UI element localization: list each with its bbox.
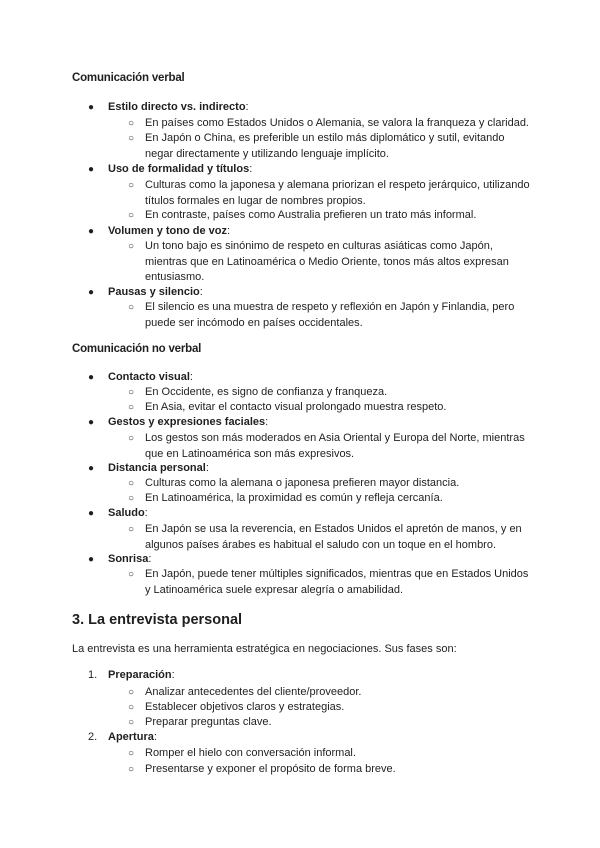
sub-bullet-icon: ○: [128, 569, 135, 580]
sub-bullet-icon: ○: [128, 687, 135, 698]
sub-item-text: En contraste, países como Australia prefieren un trato más informal.: [145, 209, 477, 221]
item-suffix: :: [205, 462, 209, 474]
sub-bullet-icon: ○: [128, 702, 135, 713]
sub-bullet-icon: ○: [128, 387, 135, 398]
sub-bullet-icon: ○: [128, 478, 135, 489]
sub-item-text: Los gestos son más moderados en Asia Oriental y Europa del Norte, mientras que en Latinoamérica son más expresivos.: [145, 432, 525, 460]
sub-item-text: Culturas como la alemana o japonesa prefieren mayor distancia.: [145, 477, 460, 489]
bullet-icon: ●: [88, 287, 95, 298]
item-label: Sonrisa: [108, 553, 149, 565]
bullet-icon: ●: [88, 372, 95, 383]
sub-bullet-icon: ○: [128, 118, 135, 129]
sub-item-text: El silencio es una muestra de respeto y reflexión en Japón y Finlandia, pero puede ser incómodo en países occidentales.: [145, 301, 515, 329]
bullet-icon: ●: [88, 417, 95, 428]
sub-item-text: Romper el hielo con conversación informal.: [145, 747, 356, 759]
bullet-icon: ●: [88, 463, 95, 474]
sub-item-text: En Japón o China, es preferible un estilo más diplomático y sutil, evitando negar directamente y utilizando lenguaje implícito.: [145, 132, 505, 160]
item-label: Preparación: [108, 669, 172, 681]
sub-item-text: Analizar antecedentes del cliente/proveedor.: [145, 686, 362, 698]
section-intro: La entrevista es una herramienta estratégica en negociaciones. Sus fases son:: [72, 643, 457, 655]
item-suffix: :: [189, 371, 193, 383]
bullet-icon: ●: [88, 554, 95, 565]
sub-bullet-icon: ○: [128, 433, 135, 444]
sub-item-text: En Latinoamérica, la proximidad es común y refleja cercanía.: [145, 492, 443, 504]
sub-bullet-icon: ○: [128, 241, 135, 252]
item-suffix: :: [171, 669, 175, 681]
sub-item-text: En Japón, puede tener múltiples significados, mientras que en Estados Unidos y Latinoamérica suele expresar alegría o amabilidad.: [145, 568, 529, 596]
nonverbal-heading: Comunicación no verbal: [72, 343, 202, 355]
item-number: 2.: [88, 731, 98, 743]
item-label: Estilo directo vs. indirecto: [108, 101, 246, 113]
sub-item-text: Presentarse y exponer el propósito de forma breve.: [145, 763, 396, 775]
item-label: Apertura: [108, 731, 154, 743]
sub-bullet-icon: ○: [128, 493, 135, 504]
sub-bullet-icon: ○: [128, 402, 135, 413]
item-suffix: :: [144, 507, 148, 519]
item-suffix: :: [226, 225, 231, 237]
item-suffix: :: [265, 416, 269, 428]
sub-bullet-icon: ○: [128, 524, 135, 535]
item-label: Contacto visual: [108, 371, 190, 383]
item-suffix: :: [249, 163, 253, 175]
sub-item-text: En Occidente, es signo de confianza y franqueza.: [145, 386, 388, 398]
item-suffix: :: [245, 101, 249, 113]
sub-item-text: En Japón se usa la reverencia, en Estados Unidos el apretón de manos, y en algunos países árabes es habitual el saludo con un toque en el hombro.: [145, 523, 522, 551]
bullet-icon: ●: [88, 226, 95, 237]
item-label: Volumen y tono de voz: [108, 225, 227, 237]
sub-bullet-icon: ○: [128, 210, 135, 221]
sub-item-text: Establecer objetivos claros y estrategias.: [145, 701, 345, 713]
bullet-icon: ●: [88, 102, 95, 113]
item-number: 1.: [88, 669, 98, 681]
item-suffix: :: [148, 553, 152, 565]
sub-bullet-icon: ○: [128, 180, 135, 191]
item-label: Saludo: [108, 507, 145, 519]
item-label: Distancia personal: [108, 462, 206, 474]
sub-bullet-icon: ○: [128, 302, 135, 313]
sub-item-text: En Asia, evitar el contacto visual prolongado muestra respeto.: [145, 401, 447, 413]
item-suffix: :: [153, 731, 157, 743]
sub-bullet-icon: ○: [128, 764, 135, 775]
item-label: Uso de formalidad y títulos: [108, 163, 250, 175]
bullet-icon: ●: [88, 508, 95, 519]
sub-bullet-icon: ○: [128, 133, 135, 144]
sub-item-text: Preparar preguntas clave.: [145, 716, 272, 728]
sub-bullet-icon: ○: [128, 748, 135, 759]
sub-bullet-icon: ○: [128, 717, 135, 728]
bullet-icon: ●: [88, 164, 95, 175]
item-label: Pausas y silencio: [108, 286, 200, 298]
verbal-heading: Comunicación verbal: [72, 72, 185, 84]
sub-item-text: Culturas como la japonesa y alemana priorizan el respeto jerárquico, utilizando títulos formales en lugar de nombres propios.: [145, 179, 530, 207]
item-label: Gestos y expresiones faciales: [108, 416, 266, 428]
item-suffix: :: [199, 286, 203, 298]
section-heading: 3. La entrevista personal: [72, 612, 243, 628]
sub-item-text: Un tono bajo es sinónimo de respeto en culturas asiáticas como Japón, mientras que en Latinoamérica o Medio Oriente, tonos más altos expresan entusiasmo.: [145, 240, 509, 283]
sub-item-text: En países como Estados Unidos o Alemania, se valora la franqueza y claridad.: [145, 117, 529, 129]
